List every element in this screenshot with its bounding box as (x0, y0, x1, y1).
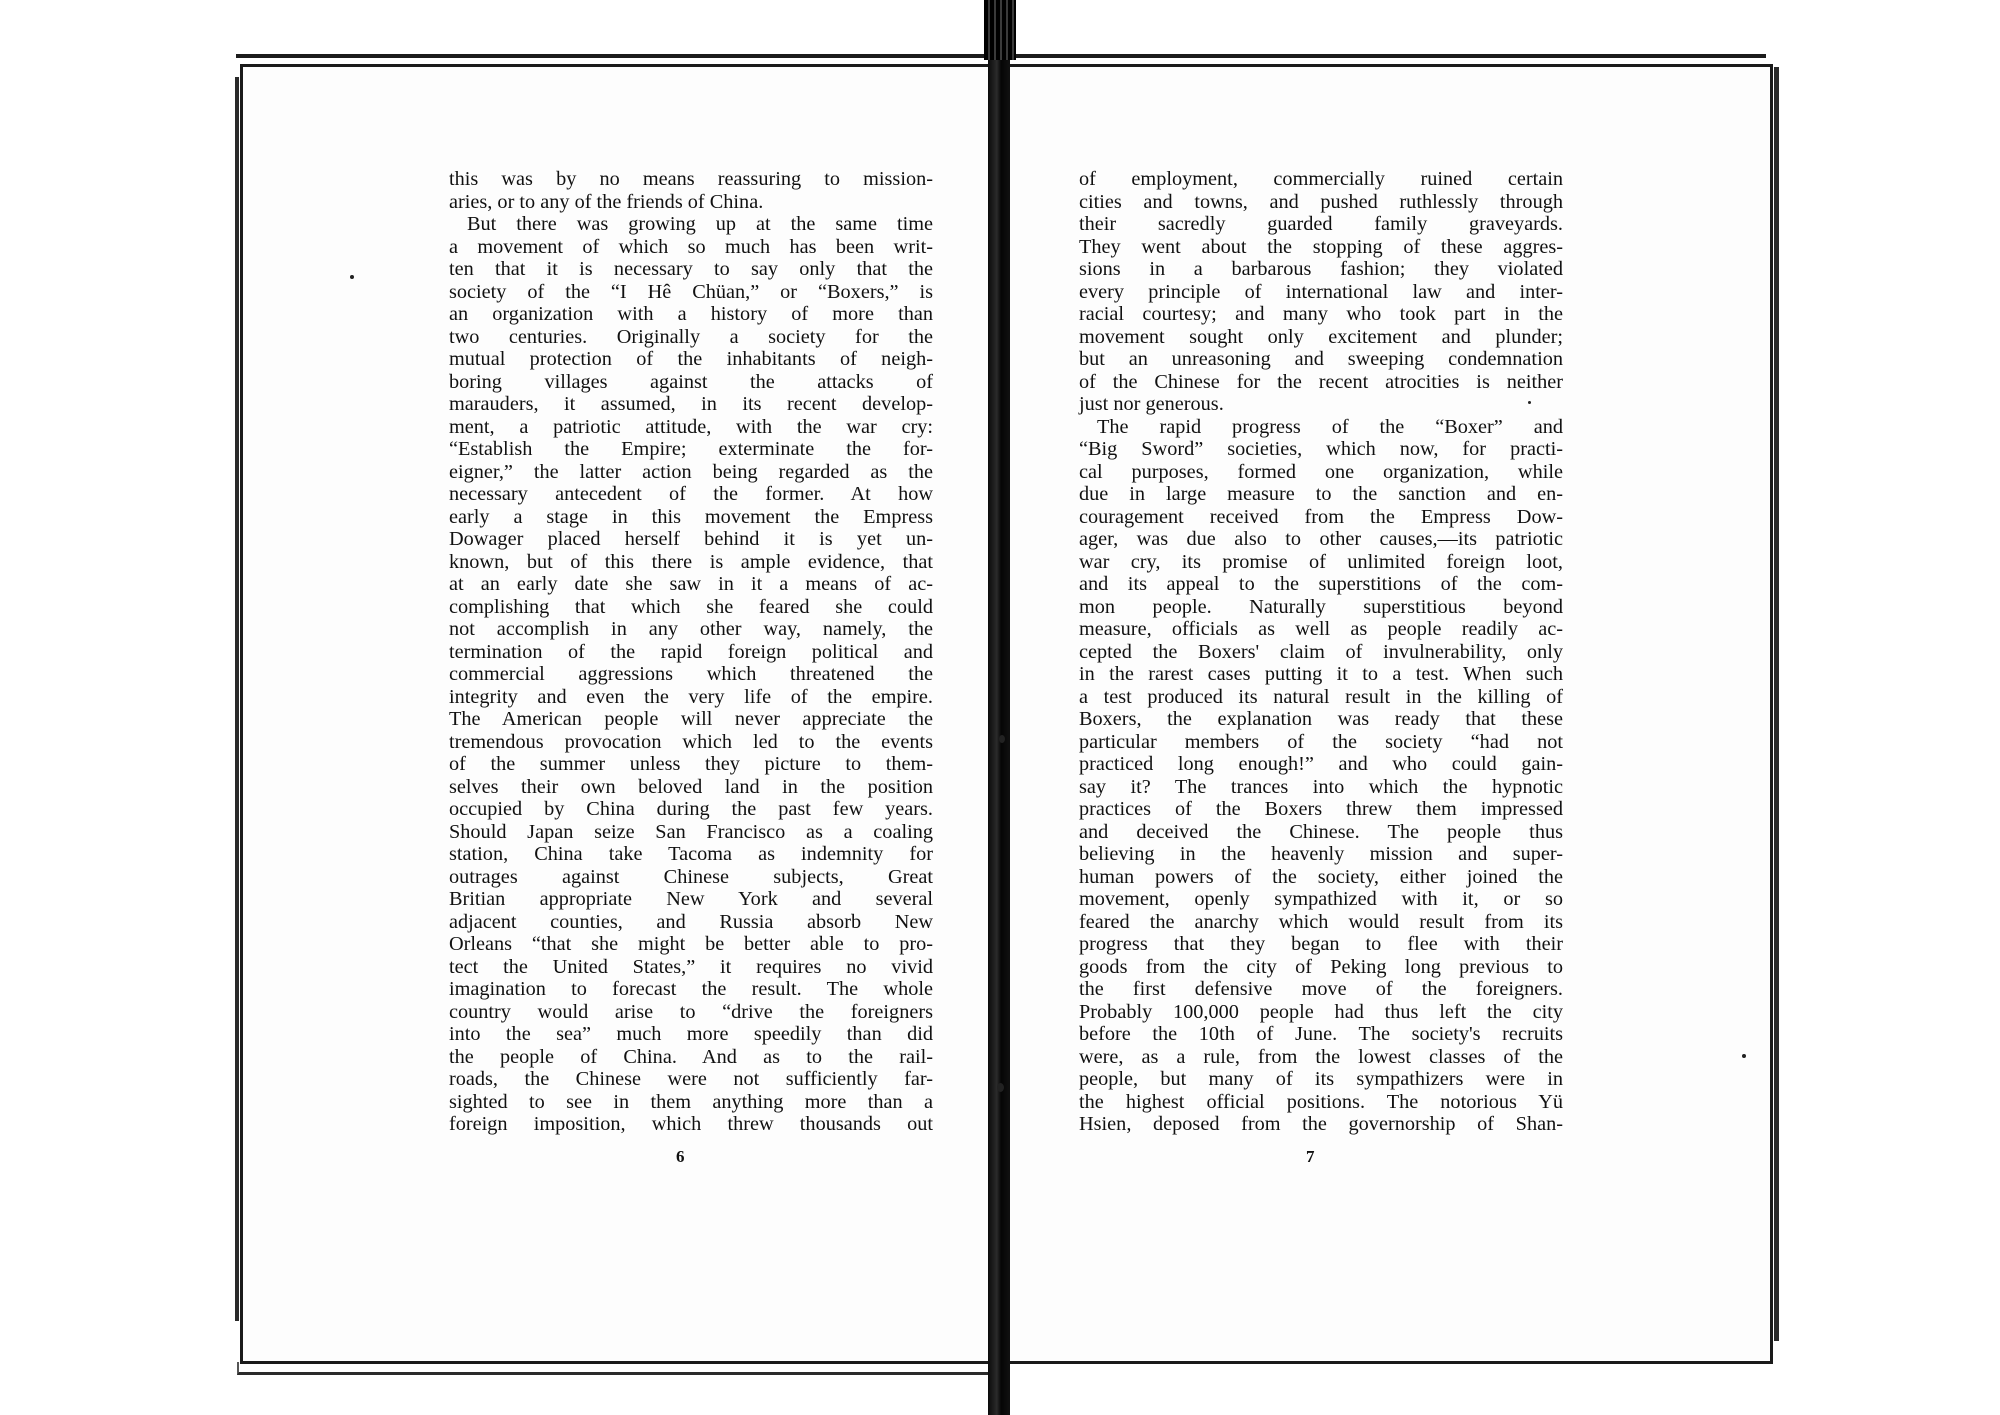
text-line: practiced long enough!” and who could gain- (1079, 753, 1563, 775)
text-line: mutual protection of the inhabitants of neigh- (449, 348, 933, 370)
text-line: occupied by China during the past few years. (449, 798, 933, 820)
text-line: couragement received from the Empress Dow- (1079, 505, 1563, 528)
page-number-right: 7 (1306, 1147, 1315, 1166)
text-line: measure, officials as well as people readily ac- (1079, 618, 1563, 640)
text-line: believing in the heavenly mission and super- (1079, 843, 1563, 865)
text-line: in the rarest cases putting it to a test. When such (1079, 663, 1563, 685)
text-line: marauders, it assumed, in its recent develop- (449, 393, 933, 415)
page-number-left: 6 (676, 1147, 685, 1166)
text-line: goods from the city of Peking long previous to (1079, 955, 1563, 978)
text-line: the people of China. And as to the rail- (449, 1045, 933, 1068)
text-line: people, but many of its sympathizers were in (1079, 1068, 1563, 1090)
text-line: Probably 100,000 people had thus left the city (1079, 1000, 1563, 1023)
text-line: mon people. Naturally superstitious beyond (1079, 595, 1563, 618)
text-line: boring villages against the attacks of (449, 370, 933, 393)
text-line: known, but of this there is ample evidence, that (449, 550, 933, 573)
text-line: Should Japan seize San Francisco as a coaling (449, 820, 933, 843)
text-line: human powers of the society, either joined the (1079, 865, 1563, 888)
text-line: Orleans “that she might be better able to pro- (449, 933, 933, 955)
text-line: of employment, commercially ruined certain (1079, 168, 1563, 190)
scan-speck (999, 735, 1005, 743)
text-line: of the Chinese for the recent atrocities is neither (1079, 370, 1563, 393)
text-line: and deceived the Chinese. The people thus (1079, 820, 1563, 843)
text-line: sions in a barbarous fashion; they violated (1079, 258, 1563, 280)
text-line: of the summer unless they picture to them- (449, 753, 933, 775)
text-line: cities and towns, and pushed ruthlessly through (1079, 190, 1563, 213)
text-line: ment, a patriotic attitude, with the war cry: (449, 415, 933, 438)
scan-speck (997, 1083, 1004, 1092)
text-line: selves their own beloved land in the position (449, 775, 933, 798)
scan-speck (1742, 1054, 1746, 1058)
text-line: aries, or to any of the friends of China. (449, 190, 764, 213)
text-line: roads, the Chinese were not sufficiently far- (449, 1068, 933, 1090)
text-line: “Big Sword” societies, which now, for practi- (1079, 438, 1563, 460)
text-line: a movement of which so much has been writ- (449, 235, 933, 258)
text-line: eigner,” the latter action being regarded as the (449, 460, 933, 483)
text-line: ager, was due also to other causes,—its patriotic (1079, 528, 1563, 550)
text-line: and its appeal to the superstitions of the com- (1079, 573, 1563, 595)
left-page-body (449, 168, 933, 1136)
text-line: country would arise to “drive the foreigners (449, 1000, 933, 1023)
text-line: racial courtesy; and many who took part in the (1079, 303, 1563, 325)
text-line: the highest official positions. The notorious Yü (1079, 1090, 1563, 1113)
text-line: termination of the rapid foreign political and (449, 640, 933, 663)
binding-spine-top (984, 0, 1016, 60)
text-line: integrity and even the very life of the empire. (449, 685, 933, 708)
text-line: practices of the Boxers threw them impressed (1079, 798, 1563, 820)
text-line: cal purposes, formed one organization, while (1079, 460, 1563, 483)
text-line: the first defensive move of the foreigners. (1079, 978, 1563, 1000)
text-line: tremendous provocation which led to the events (449, 730, 933, 753)
text-line: before the 10th of June. The society's recruits (1079, 1023, 1563, 1045)
text-line: tect the United States,” it requires no vivid (449, 955, 933, 978)
right-page-body (1079, 168, 1563, 1136)
text-line: society of the “I Hê Chüan,” or “Boxers,” is (449, 280, 933, 303)
text-line: necessary antecedent of the former. At how (449, 483, 933, 505)
text-line: but an unreasoning and sweeping condemnation (1079, 348, 1563, 370)
text-line: two centuries. Originally a society for the (449, 325, 933, 348)
text-line: an organization with a history of more than (449, 303, 933, 325)
text-line: commercial aggressions which threatened the (449, 663, 933, 685)
text-line: Hsien, deposed from the governorship of Shan- (1079, 1113, 1563, 1135)
text-line: ten that it is necessary to say only that the (449, 258, 933, 280)
text-line: were, as a rule, from the lowest classes of the (1079, 1045, 1563, 1068)
text-line: just nor generous. (1079, 393, 1224, 415)
text-line: say it? The trances into which the hypnotic (1079, 775, 1563, 798)
text-line: imagination to forecast the result. The whole (449, 978, 933, 1000)
text-line: cepted the Boxers' claim of invulnerability, only (1079, 640, 1563, 663)
scan-speck (1528, 401, 1531, 404)
text-line: station, China take Tacoma as indemnity for (449, 843, 933, 865)
text-line: war cry, its promise of unlimited foreign loot, (1079, 550, 1563, 573)
text-line: The rapid progress of the “Boxer” and (1097, 415, 1563, 438)
text-line: But there was growing up at the same time (467, 213, 933, 235)
text-line: sighted to see in them anything more than a (449, 1090, 933, 1113)
text-line: outrages against Chinese subjects, Great (449, 865, 933, 888)
text-line: progress that they began to flee with their (1079, 933, 1563, 955)
text-line: They went about the stopping of these aggres- (1079, 235, 1563, 258)
text-line: their sacredly guarded family graveyards. (1079, 213, 1563, 235)
text-line: The American people will never appreciate the (449, 708, 933, 730)
text-line: “Establish the Empire; exterminate the for- (449, 438, 933, 460)
text-line: complishing that which she feared she could (449, 595, 933, 618)
scan-speck (350, 275, 354, 279)
binding-gutter (988, 0, 1010, 1415)
text-line: at an early date she saw in it a means of ac- (449, 573, 933, 595)
text-line: feared the anarchy which would result from its (1079, 910, 1563, 933)
text-line: every principle of international law and inter- (1079, 280, 1563, 303)
text-line: foreign imposition, which threw thousands out (449, 1113, 933, 1135)
text-line: a test produced its natural result in the killing of (1079, 685, 1563, 708)
text-line: early a stage in this movement the Empress (449, 505, 933, 528)
text-line: this was by no means reassuring to mission- (449, 168, 933, 190)
text-line: into the sea” much more speedily than did (449, 1023, 933, 1045)
text-line: movement, openly sympathized with it, or so (1079, 888, 1563, 910)
text-line: movement sought only excitement and plunder; (1079, 325, 1563, 348)
text-line: adjacent counties, and Russia absorb New (449, 910, 933, 933)
text-line: Boxers, the explanation was ready that these (1079, 708, 1563, 730)
text-line: Dowager placed herself behind it is yet un- (449, 528, 933, 550)
text-line: Britian appropriate New York and several (449, 888, 933, 910)
text-line: due in large measure to the sanction and en- (1079, 483, 1563, 505)
text-line: not accomplish in any other way, namely, the (449, 618, 933, 640)
text-line: particular members of the society “had not (1079, 730, 1563, 753)
